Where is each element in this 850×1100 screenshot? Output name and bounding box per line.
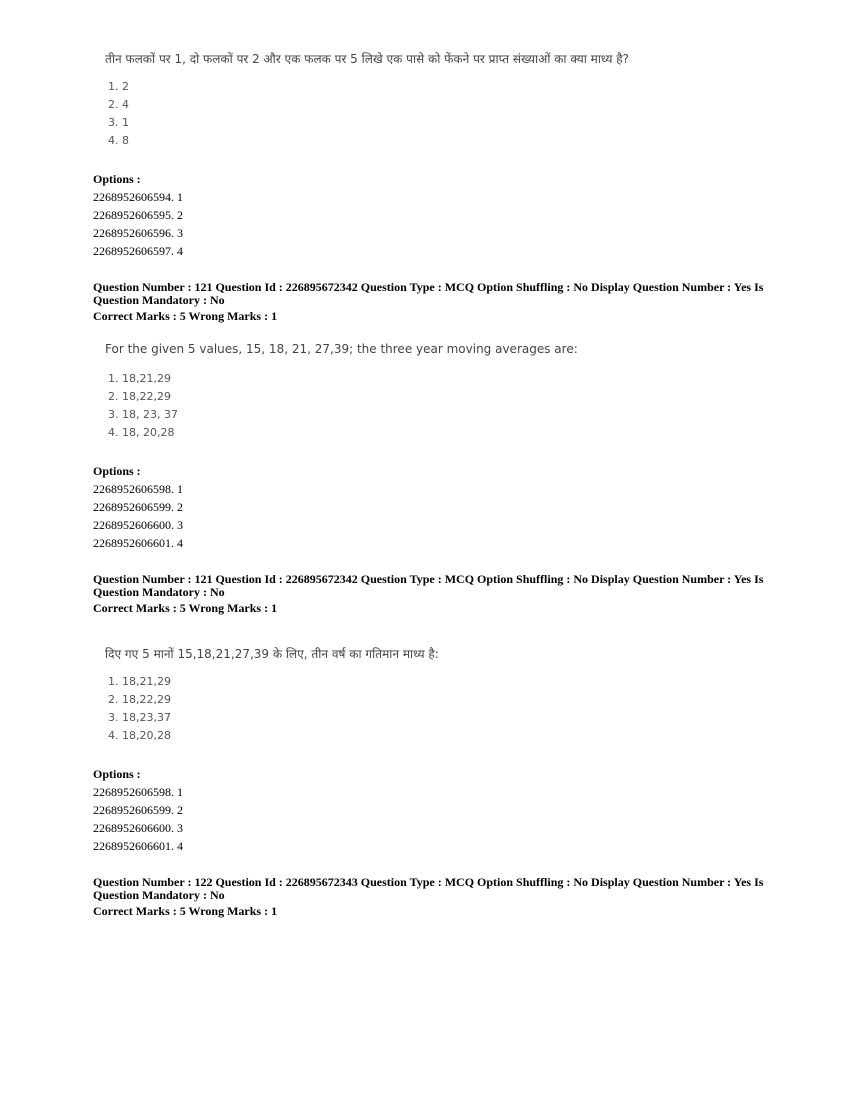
options-label: Options : [93, 464, 141, 478]
option-id: 2268952606600. 3 [93, 821, 183, 835]
answer-choice: 2. 4 [108, 98, 129, 111]
marks-info: Correct Marks : 5 Wrong Marks : 1 [93, 601, 278, 615]
answer-choice: 2. 18,22,29 [108, 693, 171, 706]
option-id: 2268952606598. 1 [93, 482, 183, 496]
options-label: Options : [93, 767, 141, 781]
option-id: 2268952606601. 4 [93, 839, 183, 853]
option-id: 2268952606597. 4 [93, 244, 183, 258]
answer-choice: 3. 1 [108, 116, 129, 129]
answer-choice: 3. 18, 23, 37 [108, 408, 178, 421]
option-id: 2268952606595. 2 [93, 208, 183, 222]
question-text: तीन फलकों पर 1, दो फलकों पर 2 और एक फलक पर 5 लिखे एक पासे को फेंकने पर प्राप्त संख्याओं का क्या माध्य है? [105, 52, 629, 66]
marks-info: Correct Marks : 5 Wrong Marks : 1 [93, 904, 278, 918]
marks-info: Correct Marks : 5 Wrong Marks : 1 [93, 309, 278, 323]
answer-choice: 3. 18,23,37 [108, 711, 171, 724]
answer-choice: 1. 18,21,29 [108, 372, 171, 385]
question-meta: Question Number : 121 Question Id : 226895672342 Question Type : MCQ Option Shuffling : No Display Question Number : Yes Is Question Mandatory : No [93, 280, 764, 307]
answer-choice: 1. 2 [108, 80, 129, 93]
option-id: 2268952606601. 4 [93, 536, 183, 550]
answer-choice: 4. 8 [108, 134, 129, 147]
question-meta: Question Number : 122 Question Id : 226895672343 Question Type : MCQ Option Shuffling : No Display Question Number : Yes Is Question Mandatory : No [93, 875, 764, 902]
option-id: 2268952606596. 3 [93, 226, 183, 240]
option-id: 2268952606599. 2 [93, 500, 183, 514]
question-text: दिए गए 5 मानों 15,18,21,27,39 के लिए, तीन वर्ष का गतिमान माध्य है: [105, 647, 439, 661]
option-id: 2268952606594. 1 [93, 190, 183, 204]
answer-choice: 2. 18,22,29 [108, 390, 171, 403]
answer-choice: 4. 18, 20,28 [108, 426, 175, 439]
option-id: 2268952606598. 1 [93, 785, 183, 799]
answer-choice: 4. 18,20,28 [108, 729, 171, 742]
option-id: 2268952606599. 2 [93, 803, 183, 817]
options-label: Options : [93, 172, 141, 186]
question-text: For the given 5 values, 15, 18, 21, 27,39; the three year moving averages are: [105, 342, 578, 356]
option-id: 2268952606600. 3 [93, 518, 183, 532]
question-meta: Question Number : 121 Question Id : 226895672342 Question Type : MCQ Option Shuffling : No Display Question Number : Yes Is Question Mandatory : No [93, 572, 764, 599]
answer-choice: 1. 18,21,29 [108, 675, 171, 688]
